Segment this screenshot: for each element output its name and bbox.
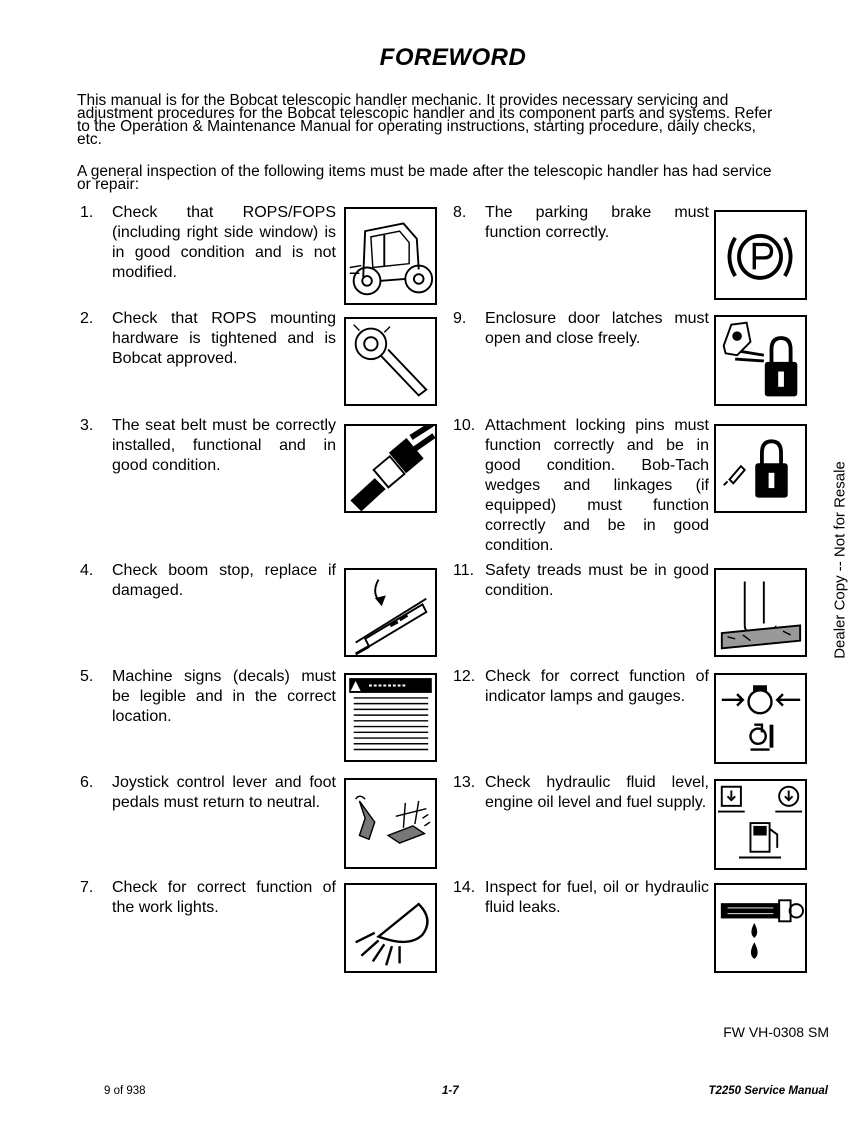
checklist-item-2 [80,309,435,409]
manual-title: T2250 Service Manual [708,1085,828,1097]
intro-line: to the Operation & Maintenance Manual for operating instructions, starting procedure, daily checks, [77,118,756,135]
checklist-item-9 [453,309,808,409]
intro-paragraph [77,94,828,146]
checklist-item-12 [453,667,808,767]
item-text: Inspect for fuel, oil or hydraulic fluid leaks. [485,879,709,916]
item-number: 5. [80,668,94,685]
item-number: 11. [453,562,475,579]
locking-pin-icon [714,424,807,513]
cab-icon [344,207,437,305]
item-text: The parking brake must function correctly. [485,204,709,241]
boom-stop-icon [344,568,437,657]
intro-line: etc. [77,131,102,148]
inspection-line: A general inspection of the following items must be made after the telescopic handler has had service [77,163,772,180]
item-number: 12. [453,668,476,685]
item-number: 9. [453,310,467,327]
checklist-item-1 [80,203,435,303]
leak-hose-icon [714,883,807,973]
item-number: 6. [80,774,94,791]
safety-tread-icon [714,568,807,657]
checklist-item-11 [453,561,808,661]
item-text: Check for correct function of indicator lamps and gauges. [485,668,709,705]
inspection-paragraph [77,165,828,191]
checklist-item-7 [80,878,435,978]
item-number: 13. [453,774,476,791]
item-number: 7. [80,879,94,896]
item-text: Machine signs (decals) must be legible and in the correct location. [112,668,336,725]
checklist-item-4 [80,561,435,661]
checklist-item-3 [80,416,435,516]
item-text: Joystick control lever and foot pedals must return to neutral. [112,774,336,811]
item-number: 14. [453,879,476,896]
checklist-item-6 [80,773,435,873]
item-number: 2. [80,310,94,327]
page-title: FOREWORD [379,44,527,71]
item-text: Check hydraulic fluid level, engine oil level and fuel supply. [485,774,709,811]
item-number: 3. [80,417,94,434]
door-latch-lock-icon [714,315,807,406]
item-number: 4. [80,562,94,579]
item-text: Check that ROPS/FOPS (including right side window) is in good condition and is not modified. [112,204,336,281]
item-text: Check boom stop, replace if damaged. [112,562,336,599]
checklist-item-13 [453,773,808,873]
checklist-item-10 [453,416,808,554]
watermark-side-text: Dealer Copy -- Not for Resale [831,461,849,659]
indicator-lamp-icon [714,673,807,764]
parking-brake-icon [714,210,807,300]
item-text: Enclosure door latches must open and close freely. [485,310,709,347]
checklist-item-5 [80,667,435,767]
item-text: Safety treads must be in good condition. [485,562,709,599]
item-text: Check that ROPS mounting hardware is tightened and is Bobcat approved. [112,310,336,367]
item-text: Check for correct function of the work lights. [112,879,336,916]
joystick-pedal-icon [344,778,437,869]
document-code: FW VH-0308 SM [723,1024,829,1040]
item-number: 8. [453,204,467,221]
intro-line: adjustment procedures for the Bobcat telescopic handler and its component parts and systems. Refer [77,105,773,122]
page-of-count: 9 of 938 [104,1085,146,1097]
work-light-icon [344,883,437,973]
warning-decal-icon [344,673,437,762]
page-number: 1-7 [442,1085,459,1097]
inspection-line: or repair: [77,176,140,193]
item-text: Attachment locking pins must function correctly and be in good condition. Bob-Tach wedges and linkages (if equipped) must function correctly and be in good condition. [485,417,709,554]
seat-belt-icon [344,424,437,513]
intro-line: This manual is for the Bobcat telescopic handler mechanic. It provides necessary servicing and [77,92,729,109]
checklist-item-14 [453,878,808,978]
item-text: The seat belt must be correctly installed, functional and in good condition. [112,417,336,474]
item-number: 1. [80,204,94,221]
wrench-icon [344,317,437,406]
fluid-level-icon [714,779,807,870]
item-number: 10. [453,417,476,434]
checklist-item-8 [453,203,808,303]
